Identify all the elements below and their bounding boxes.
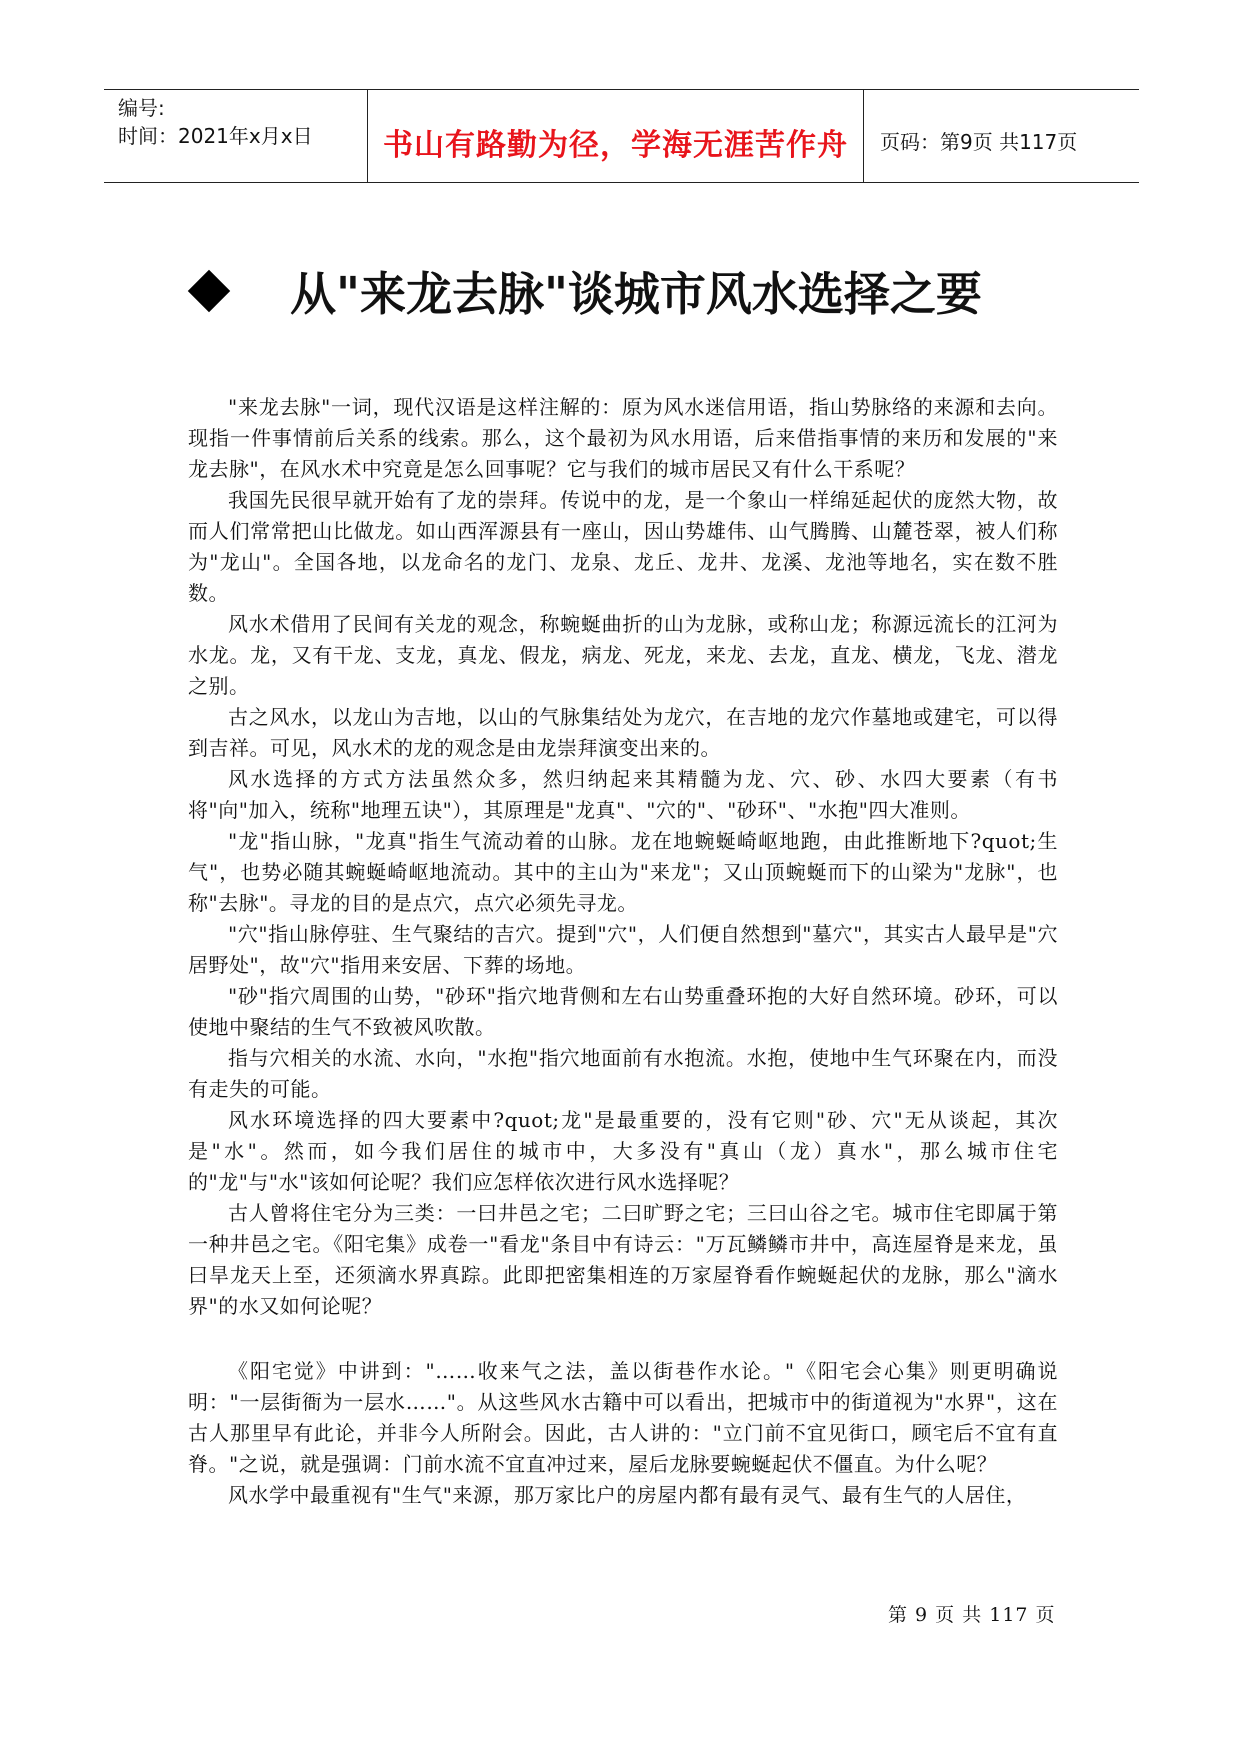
- paragraph: 我国先民很早就开始有了龙的崇拜。传说中的龙，是一个象山一样绵延起伏的庞然大物，故而人们常常把山比做龙。如山西浑源县有一座山，因山势雄伟、山气腾腾、山麓苍翠，被人们称为"龙山"。全国各地，以龙命名的龙门、龙泉、龙丘、龙井、龙溪、龙池等地名，实在数不胜数。: [188, 488, 1058, 605]
- paragraph: 古人曾将住宅分为三类：一曰井邑之宅；二曰旷野之宅；三曰山谷之宅。城市住宅即属于第一种井邑之宅。《阳宅集》成卷一"看龙"条目中有诗云："万瓦鳞鳞市井中，高连屋脊是来龙，虽曰旱龙天上至，还须滴水界真踪。此即把密集相连的万家屋脊看作蜿蜒起伏的龙脉，那么"滴水界"的水又如何论呢？: [188, 1201, 1058, 1318]
- title-row: [186, 256, 982, 326]
- document-time-label: 时间：2021年x月x日: [118, 124, 313, 148]
- paragraph: 古之风水，以龙山为吉地，以山的气脉集结处为龙穴，在吉地的龙穴作墓地或建宅，可以得到吉祥。可见，风水术的龙的观念是由龙崇拜演变出来的。: [188, 705, 1058, 760]
- document-number-label: 编号:: [118, 96, 165, 120]
- paragraph: "龙"指山脉，"龙真"指生气流动着的山脉。龙在地蜿蜒崎岖地跑，由此推断地下?quot;生气"，也势必随其蜿蜒崎岖地流动。其中的主山为"来龙"；又山顶蜿蜒而下的山梁为"龙脉"，也称"去脉"。寻龙的目的是点穴，点穴必须先寻龙。: [188, 829, 1058, 915]
- diamond-bullet-icon: [188, 270, 230, 312]
- paragraph: 风水术借用了民间有关龙的观念，称蜿蜒曲折的山为龙脉，或称山龙；称源远流长的江河为水龙。龙，又有干龙、支龙，真龙、假龙，病龙、死龙，来龙、去龙，直龙、横龙，飞龙、潜龙之别。: [188, 612, 1058, 698]
- article-body: [188, 392, 1058, 1511]
- paragraph: 指与穴相关的水流、水向，"水抱"指穴地面前有水抱流。水抱，使地中生气环聚在内，而没有走失的可能。: [188, 1046, 1058, 1101]
- paragraph: "来龙去脉"一词，现代汉语是这样注解的：原为风水迷信用语，指山势脉络的来源和去向。现指一件事情前后关系的线索。那么，这个最初为风水用语，后来借指事情的来历和发展的"来龙去脉"，在风水术中究竟是怎么回事呢？它与我们的城市居民又有什么干系呢？: [188, 395, 1058, 481]
- paragraph: 风水学中最重视有"生气"来源，那万家比户的房屋内都有最有灵气、最有生气的人居住，: [228, 1483, 1027, 1507]
- header-motto: 书山有路勤为径，学海无涯苦作舟: [383, 128, 848, 163]
- page-footer: 第 9 页 共 117 页: [888, 1604, 1056, 1626]
- paragraph: 风水环境选择的四大要素中?quot;龙"是最重要的，没有它则"砂、穴"无从谈起，其次是"水"。然而，如今我们居住的城市中，大多没有"真山（龙）真水"，那么城市住宅的"龙"与"水"该如何论呢？我们应怎样依次进行风水选择呢？: [188, 1108, 1058, 1194]
- paragraph: 风水选择的方式方法虽然众多，然归纳起来其精髓为龙、穴、砂、水四大要素（有书将"向"加入，统称"地理五诀"），其原理是"龙真"、"穴的"、"砂环"、"水抱"四大准则。: [188, 767, 1058, 822]
- header-motto-cell: [368, 90, 864, 182]
- paragraph: "穴"指山脉停驻、生气聚结的吉穴。提到"穴"，人们便自然想到"墓穴"，其实古人最早是"穴居野处"，故"穴"指用来安居、下葬的场地。: [188, 922, 1058, 977]
- paragraph: 《阳宅觉》中讲到："……收来气之法，盖以街巷作水论。"《阳宅会心集》则更明确说明："一层街衙为一层水……"。从这些风水古籍中可以看出，把城市中的街道视为"水界"，这在古人那里早有此论，并非今人所附会。因此，古人讲的："立门前不宜见街口，顾宅后不宜有直脊。"之说，就是强调：门前水流不宜直冲过来，屋后龙脉要蜿蜒起伏不僵直。为什么呢？: [188, 1359, 1058, 1476]
- article-title: 从"来龙去脉"谈城市风水选择之要: [290, 267, 982, 321]
- header-page-label: 页码：第9页 共117页: [880, 130, 1078, 154]
- document-header: [104, 89, 1139, 183]
- header-page-cell: [864, 90, 1139, 182]
- paragraph: "砂"指穴周围的山势，"砂环"指穴地背侧和左右山势重叠环抱的大好自然环境。砂环，可以使地中聚结的生气不致被风吹散。: [188, 984, 1058, 1039]
- header-left-cell: [104, 90, 368, 182]
